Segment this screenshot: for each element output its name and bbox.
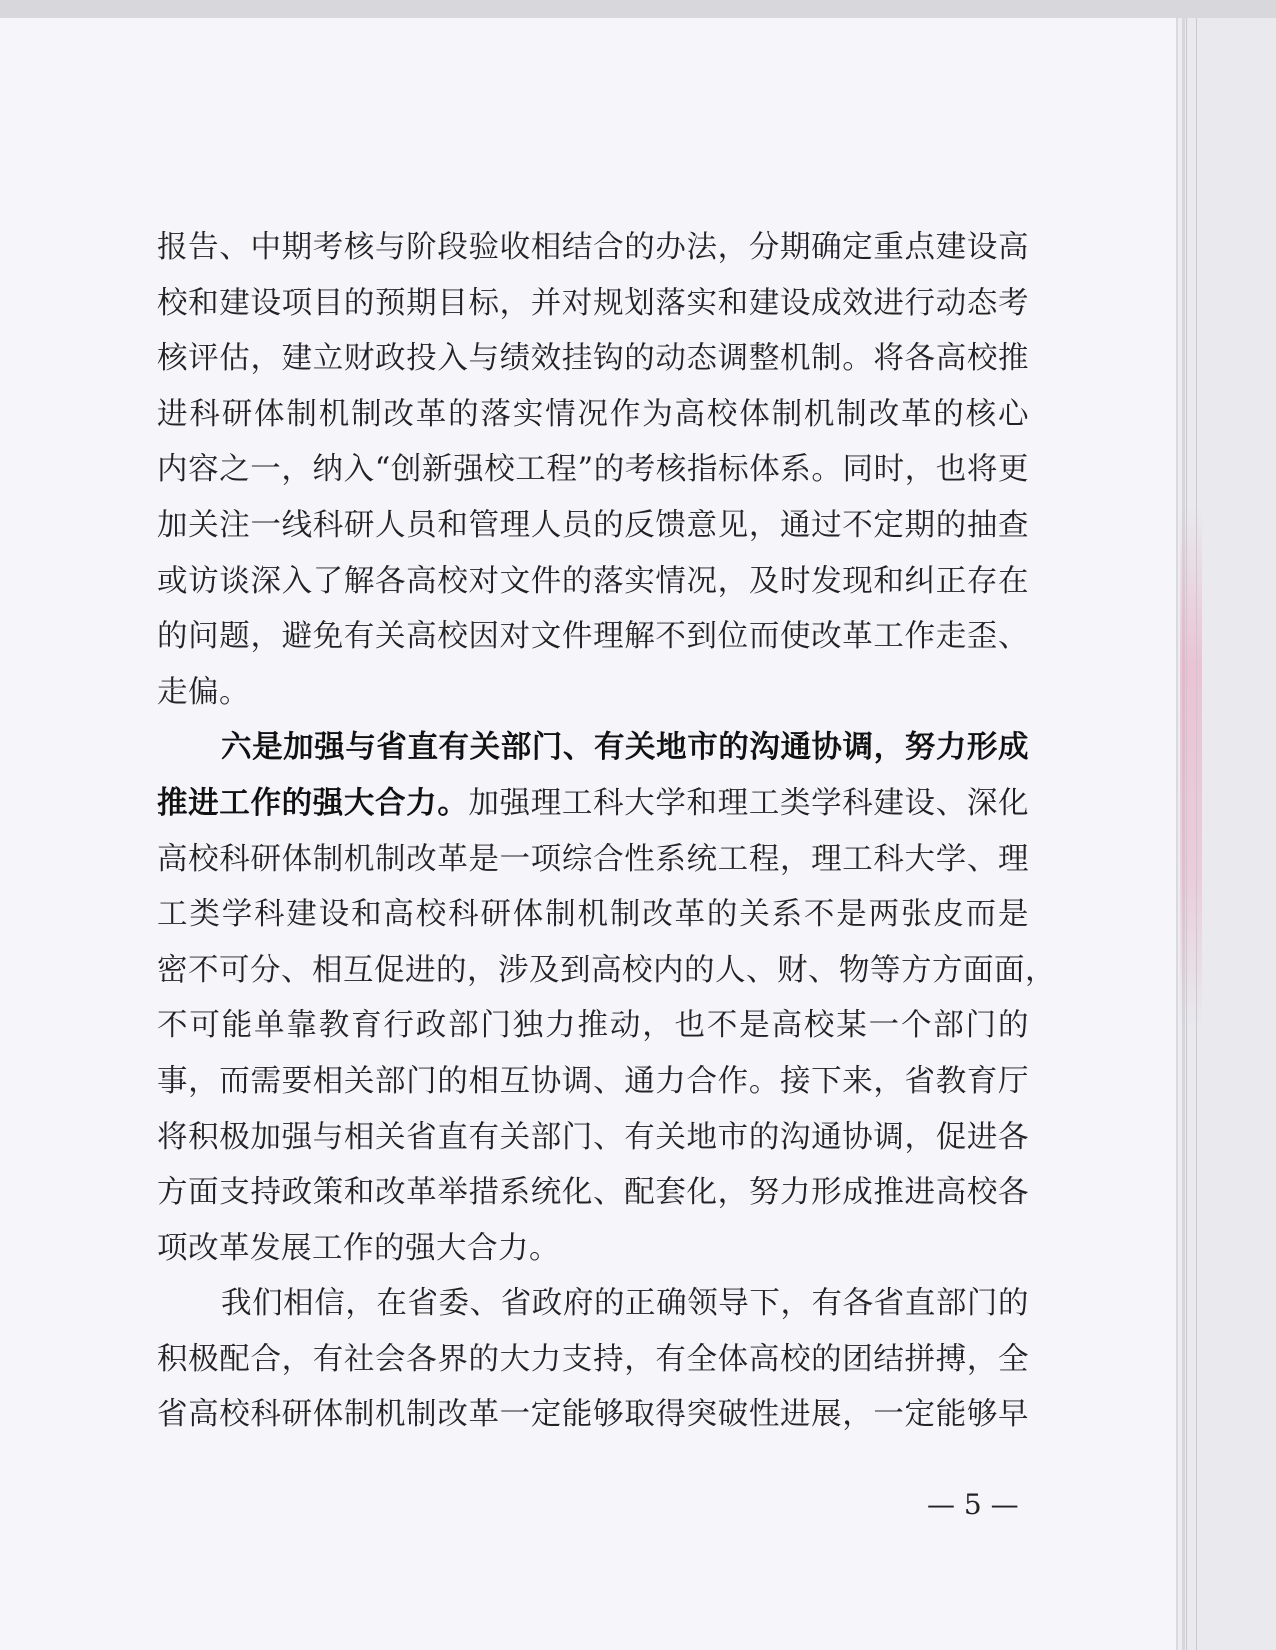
text-span: 加强理工科大学和理工类学科建设、深化 — [468, 785, 1030, 821]
scan-top-band — [0, 0, 1276, 18]
bold-heading-tail: 推进工作的强大合力。 — [157, 785, 469, 821]
text-line: 报告、中期考核与阶段验收相结合的办法，分期确定重点建设高 — [157, 230, 1029, 265]
text-line: 省高校科研体制机制改革一定能够取得突破性进展，一定能够早 — [157, 1397, 1029, 1433]
text-line: 方面支持政策和改革举措系统化、配套化，努力形成推进高校各 — [157, 1175, 1029, 1211]
text-line: 加关注一线科研人员和管理人员的反馈意见，通过不定期的抽查 — [157, 507, 1029, 543]
text-line-mixed — [157, 776, 1029, 832]
text-line: 不可能单靠教育行政部门独力推动，也不是高校某一个部门的 — [157, 1008, 1029, 1044]
text-line: 工类学科建设和高校科研体制机制改革的关系不是两张皮而是 — [157, 897, 1029, 933]
page-number: — 5 — — [927, 1488, 1019, 1521]
document-body — [157, 220, 1056, 1443]
text-line: 进科研体制机制改革的落实情况作为高校体制机制改革的核心 — [157, 396, 1029, 432]
red-stamp-bleed — [1180, 508, 1202, 1028]
text-line: 项改革发展工作的强大合力。 — [157, 1230, 560, 1266]
text-line: 的问题，避免有关高校因对文件理解不到位而使改革工作走歪、 — [157, 619, 1029, 655]
text-line: 事，而需要相关部门的相互协调、通力合作。接下来，省教育厅 — [157, 1063, 1029, 1099]
text-line: 校和建设项目的预期目标，并对规划落实和建设成效进行动态考 — [157, 285, 1029, 321]
paragraph-1 — [157, 220, 1029, 720]
text-line: 内容之一，纳入“创新强校工程”的考核指标体系。同时，也将更 — [157, 452, 1029, 488]
text-line: 将积极加强与相关省直有关部门、有关地市的沟通协调，促进各 — [157, 1119, 1029, 1155]
text-line: 密不可分、相互促进的，涉及到高校内的人、财、物等方方面面， — [157, 952, 1056, 988]
page-edge-line — [1186, 18, 1187, 1650]
text-line: 或访谈深入了解各高校对文件的落实情况，及时发现和纠正存在 — [157, 563, 1029, 599]
bold-heading-line: 六是加强与省直有关部门、有关地市的沟通协调，努力形成 — [221, 730, 1029, 766]
text-line: 积极配合，有社会各界的大力支持，有全体高校的团结拼搏，全 — [157, 1341, 1029, 1377]
paragraph-2 — [157, 720, 1056, 1276]
text-line: 高校科研体制机制改革是一项综合性系统工程，理工科大学、理 — [157, 841, 1029, 877]
text-line: 走偏。 — [157, 674, 250, 710]
paragraph-3 — [157, 1276, 1029, 1443]
text-line: 核评估，建立财政投入与绩效挂钩的动态调整机制。将各高校推 — [157, 341, 1029, 377]
text-line: 我们相信，在省委、省政府的正确领导下，有各省直部门的 — [221, 1286, 1029, 1322]
page-edge-line — [1196, 18, 1197, 1650]
